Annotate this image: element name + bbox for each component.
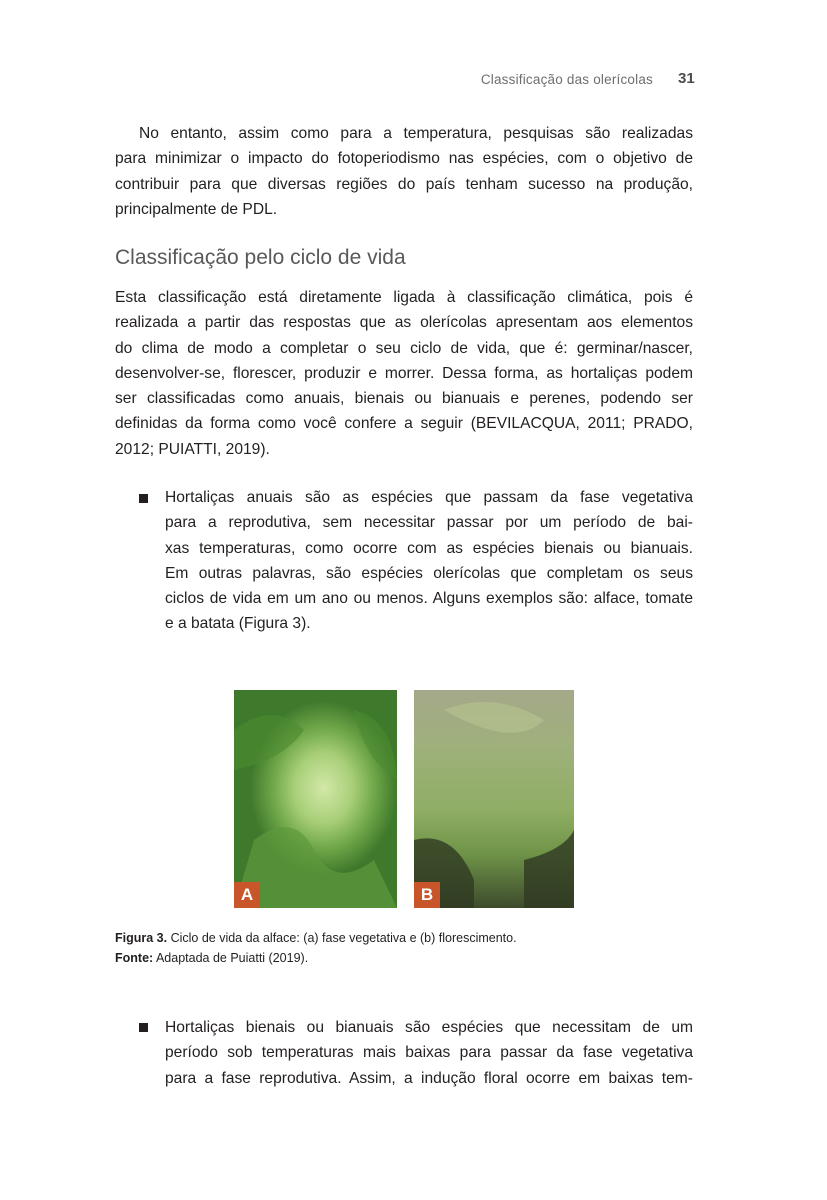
caption-text: Ciclo de vida da alface: (a) fase vegetativa e (b) florescimento. (167, 931, 517, 945)
text-line: xas temperaturas, como ocorre com as espécies bienais ou bianuais. (165, 539, 693, 557)
text-line: e a batata (Figura 3). (165, 615, 311, 633)
text-line: Hortaliças bienais ou bianuais são espécies que necessitam de um (165, 1019, 693, 1036)
bullet-biennial (165, 1015, 693, 1091)
figure-source (115, 950, 308, 966)
bullet-marker (139, 494, 148, 503)
text-line: Hortaliças anuais são as espécies que passam da fase vegetativa (165, 489, 693, 506)
caption-label: Figura 3. (115, 931, 168, 945)
section-heading: Classificação pelo ciclo de vida (115, 246, 406, 269)
page-number: 31 (678, 70, 695, 87)
text-line: 2012; PUIATTI, 2019). (115, 440, 270, 458)
photo-lettuce-flowering (414, 690, 574, 908)
running-header: Classificação das olerícolas (480, 72, 653, 87)
text-line: Esta classificação está diretamente ligada à classificação climática, pois é (115, 289, 693, 306)
text-line: para a reprodutiva, sem necessitar passar por um período de bai- (165, 514, 693, 532)
flowering-illustration (414, 690, 574, 908)
text-line: definidas da forma como você confere a seguir (BEVILACQUA, 2011; PRADO, (115, 415, 693, 433)
text-line: período sob temperaturas mais baixas para passar da fase vegetativa (165, 1044, 693, 1062)
source-text: Adaptada de Puiatti (2019). (153, 951, 309, 965)
source-label: Fonte: (115, 951, 154, 965)
text-line: desenvolver-se, florescer, produzir e morrer. Dessa forma, as hortaliças podem (115, 364, 693, 382)
text-line: do clima de modo a completar o seu ciclo de vida, que é: germinar/nascer, (115, 339, 693, 357)
text-line: realizada a partir das respostas que as olerícolas apresentam aos elementos (115, 314, 693, 332)
photo-lettuce-vegetative (234, 690, 397, 908)
text-line: ciclos de vida em um ano ou menos. Alguns exemplos são: alface, tomate (165, 590, 693, 608)
text-line: Em outras palavras, são espécies olerícolas que completam os seus (165, 564, 693, 582)
figure-caption (115, 930, 517, 946)
figure-label-b: B (414, 882, 440, 908)
bullet-marker (139, 1023, 148, 1032)
figure-label-a: A (234, 882, 260, 908)
paragraph-life-cycle (115, 285, 693, 462)
paragraph-photoperiod (115, 121, 693, 222)
text-line: ser classificadas como anuais, bienais ou bianuais e perenes, podendo ser (115, 390, 693, 408)
lettuce-illustration (234, 690, 397, 908)
text-line: para minimizar o impacto do fotoperiodismo nas espécies, com o objetivo de (115, 150, 693, 168)
bullet-annual (165, 485, 693, 637)
text-line: principalmente de PDL. (115, 200, 278, 218)
text-line: contribuir para que diversas regiões do país tenham sucesso na produção, (115, 175, 693, 193)
text-line: para a fase reprodutiva. Assim, a indução floral ocorre em baixas tem- (165, 1069, 693, 1087)
text-line: No entanto, assim como para a temperatura, pesquisas são realizadas (139, 125, 693, 142)
